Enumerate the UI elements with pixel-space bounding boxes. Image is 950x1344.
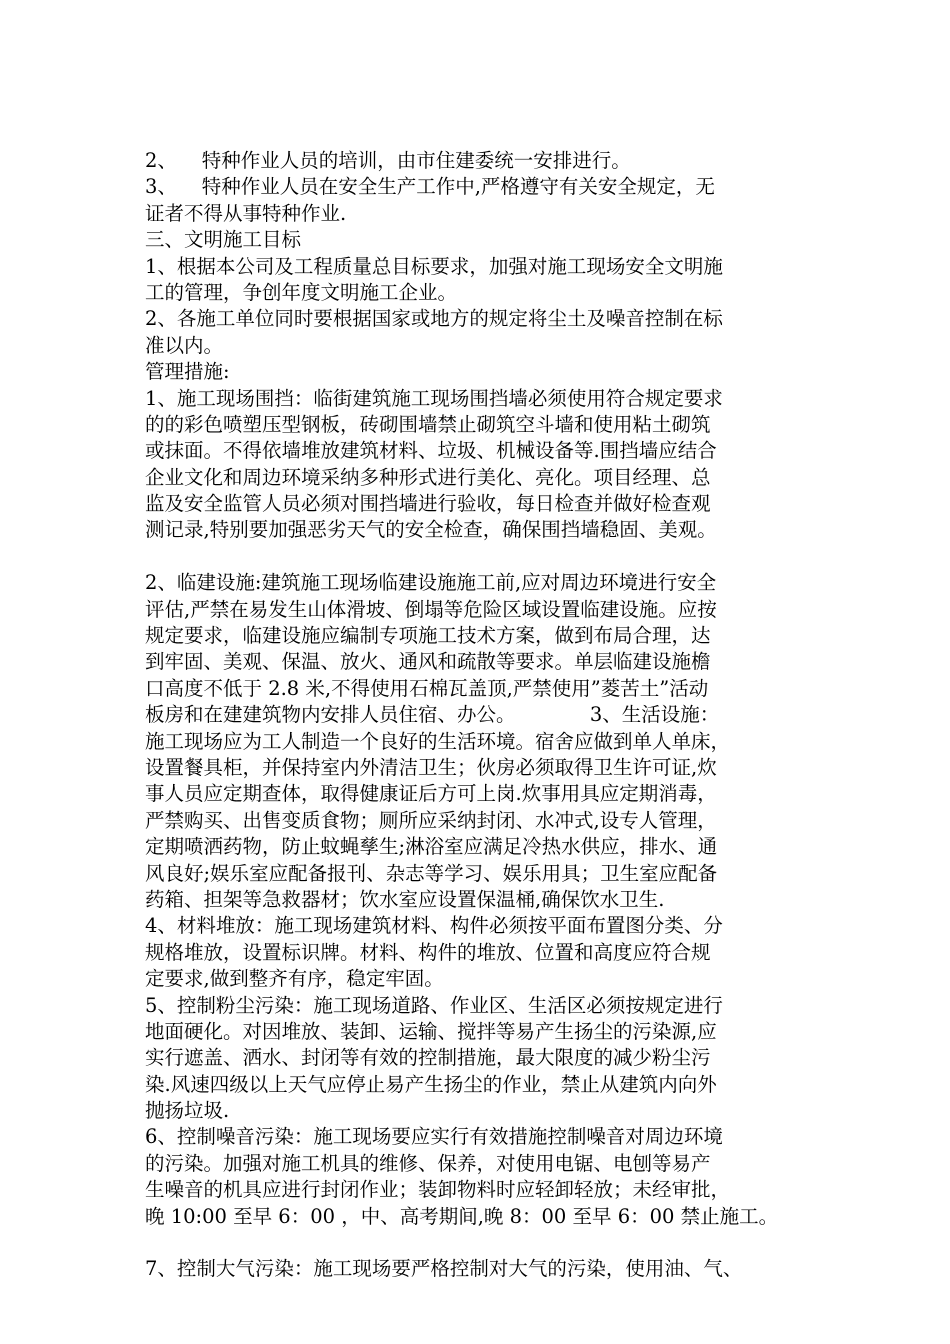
blank-line <box>145 544 825 570</box>
text-line: 5、控制粉尘污染：施工现场道路、作业区、生活区必须按规定进行 <box>145 993 723 1017</box>
text-line: 施工现场应为工人制造一个良好的生活环境。宿舍应做到单人单床， <box>145 729 731 753</box>
text-line: 晚 10:00 至早 6：00 ，中、高考期间,晚 8：00 至早 6：00 禁止施工。 <box>145 1204 779 1228</box>
text-line: 生噪音的机具应进行封闭作业；装卸物料时应轻卸轻放；未经审批， <box>145 1178 731 1202</box>
text-line: 板房和在建建筑物内安排人员住宿、办公。 3、生活设施： <box>145 703 720 727</box>
text-line: 抛扬垃圾. <box>145 1099 230 1123</box>
subheading: 管理措施: <box>145 360 230 384</box>
text-line: 企业文化和周边环境采纳多种形式进行美化、亮化。项目经理、总 <box>145 465 711 489</box>
text-line: 事人员应定期查体，取得健康证后方可上岗.炊事用具应定期消毒， <box>145 782 717 806</box>
text-line: 口高度不低于 2.8 米,不得使用石棉瓦盖顶,严禁使用”菱苦土”活动 <box>145 676 709 700</box>
text-line: 规定要求，临建设施应编制专项施工技术方案，做到布局合理，达 <box>145 624 711 648</box>
text-line: 准以内。 <box>145 333 224 357</box>
text-line: 评估,严禁在易发生山体滑坡、倒塌等危险区域设置临建设施。应按 <box>145 597 717 621</box>
text-line: 的污染。加强对施工机具的维修、保养，对使用电锯、电刨等易产 <box>145 1151 711 1175</box>
text-line: 染.风速四级以上天气应停止易产生扬尘的作业，禁止从建筑内向外 <box>145 1072 717 1096</box>
text-line: 实行遮盖、洒水、封闭等有效的控制措施，最大限度的减少粉尘污 <box>145 1046 711 1070</box>
text-line: 药箱、担架等急救器材；饮水室应设置保温桶,确保饮水卫生. <box>145 887 665 911</box>
text-line: 设置餐具柜，并保持室内外清洁卫生；伙房必须取得卫生许可证,炊 <box>145 755 717 779</box>
text-line: 地面硬化。对因堆放、装卸、运输、搅拌等易产生扬尘的污染源,应 <box>145 1019 717 1043</box>
text-line: 证者不得从事特种作业. <box>145 201 347 225</box>
blank-line <box>145 1230 825 1256</box>
document-page <box>145 148 825 1283</box>
text-line: 或抹面。不得依墙堆放建筑材料、垃圾、机械设备等.围挡墙应结合 <box>145 439 717 463</box>
text-line: 7、控制大气污染：施工现场要严格控制对大气的污染，使用油、气、 <box>145 1257 743 1281</box>
text-line: 1、根据本公司及工程质量总目标要求，加强对施工现场安全文明施 <box>145 254 723 278</box>
text-line: 2、各施工单位同时要根据国家或地方的规定将尘土及噪音控制在标 <box>145 307 723 331</box>
text-line: 的的彩色喷塑压型钢板，砖砌围墙禁止砌筑空斗墙和使用粘土砌筑 <box>145 412 711 436</box>
text-line: 3、 特种作业人员在安全生产工作中,严格遵守有关安全规定，无 <box>145 175 715 199</box>
text-line: 工的管理，争创年度文明施工企业。 <box>145 280 458 304</box>
text-line: 风良好;娱乐室应配备报刊、杂志等学习、娱乐用具；卫生室应配备 <box>145 861 718 885</box>
section-heading: 三、文明施工目标 <box>145 228 302 252</box>
text-line: 规格堆放，设置标识牌。材料、构件的堆放、位置和高度应符合规 <box>145 940 711 964</box>
text-line: 测记录,特别要加强恶劣天气的安全检查，确保围挡墙稳固、美观。 <box>145 518 717 542</box>
text-line: 2、临建设施:建筑施工现场临建设施施工前,应对周边环境进行安全 <box>145 571 717 595</box>
text-line: 定要求,做到整齐有序，稳定牢固。 <box>145 967 444 991</box>
text-line: 定期喷洒药物，防止蚊蝇孳生;淋浴室应满足冷热水供应，排水、通 <box>145 835 718 859</box>
text-line: 6、控制噪音污染：施工现场要应实行有效措施控制噪音对周边环境 <box>145 1125 723 1149</box>
text-line: 4、材料堆放：施工现场建筑材料、构件必须按平面布置图分类、分 <box>145 914 723 938</box>
text-line: 严禁购买、出售变质食物；厕所应采纳封闭、水冲式,设专人管理， <box>145 808 717 832</box>
text-line: 2、 特种作业人员的培训，由市住建委统一安排进行。 <box>145 149 631 172</box>
text-line: 监及安全监管人员必须对围挡墙进行验收，每日检查并做好检查观 <box>145 492 711 516</box>
text-line: 1、施工现场围挡：临街建筑施工现场围挡墙必须使用符合规定要求 <box>145 386 723 410</box>
text-line: 到牢固、美观、保温、放火、通风和疏散等要求。单层临建设施檐 <box>145 650 711 674</box>
